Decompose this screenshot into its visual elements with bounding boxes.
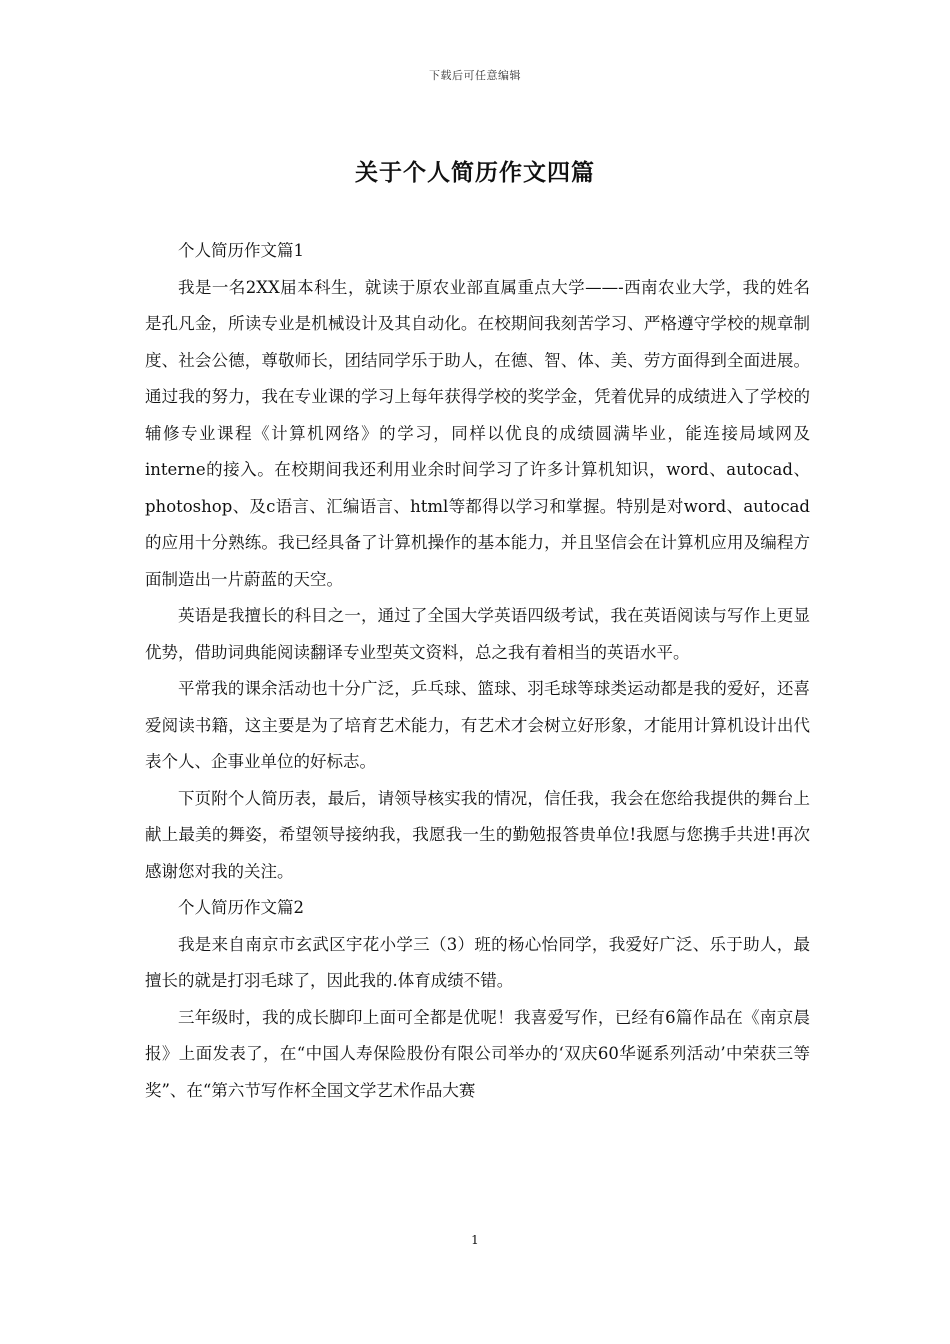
document-body: [145, 233, 810, 1109]
paragraph: 我是一名2XX届本科生，就读于原农业部直属重点大学——-西南农业大学，我的姓名是孔凡金，所读专业是机械设计及其自动化。在校期间我刻苦学习、严格遵守学校的规章制度、社会公德，尊敬师长，团结同学乐于助人，在德、智、体、美、劳方面得到全面进展。通过我的努力，我在专业课的学习上每年获得学校的奖学金，凭着优异的成绩进入了学校的辅修专业课程《计算机网络》的学习，同样以优良的成绩圆满毕业，能连接局域网及interne的接入。在校期间我还利用业余时间学习了许多计算机知识，word、autocad、photoshop、及c语言、汇编语言、html等都得以学习和掌握。特别是对word、autocad的应用十分熟练。我已经具备了计算机操作的基本能力，并且坚信会在计算机应用及编程方面制造出一片蔚蓝的天空。: [145, 277, 810, 589]
section-heading: 个人简历作文篇2: [178, 898, 304, 917]
section-heading: 个人简历作文篇1: [178, 241, 304, 260]
page-number: 1: [471, 1233, 479, 1247]
paragraph: 英语是我擅长的科目之一，通过了全国大学英语四级考试，我在英语阅读与写作上更显优势，借助词典能阅读翻译专业型英文资料，总之我有着相当的英语水平。: [145, 606, 810, 662]
paragraph: 我是来自南京市玄武区宇花小学三（3）班的杨心怡同学，我爱好广泛、乐于助人，最擅长的就是打羽毛球了，因此我的.体育成绩不错。: [145, 934, 810, 990]
paragraph: 下页附个人简历表，最后，请领导核实我的情况，信任我，我会在您给我提供的舞台上献上最美的舞姿，希望领导接纳我，我愿我一生的勤勉报答贵单位!我愿与您携手共进!再次感谢您对我的关注。: [145, 788, 810, 881]
paragraph: 三年级时，我的成长脚印上面可全都是优呢！我喜爱写作，已经有6篇作品在《南京晨报》上面发表了，在“中国人寿保险股份有限公司举办的‘双庆60华诞系列活动’中荣获三等奖”、在“第六节写作杯全国文学艺术作品大赛: [145, 1007, 810, 1100]
document-title: 关于个人简历作文四篇: [355, 159, 595, 186]
paragraph: 平常我的课余活动也十分广泛，乒乓球、篮球、羽毛球等球类运动都是我的爱好，还喜爱阅读书籍，这主要是为了培育艺术能力，有艺术才会树立好形象，才能用计算机设计出代表个人、企事业单位的好标志。: [145, 679, 810, 771]
header-note: 下载后可任意编辑: [429, 69, 521, 82]
